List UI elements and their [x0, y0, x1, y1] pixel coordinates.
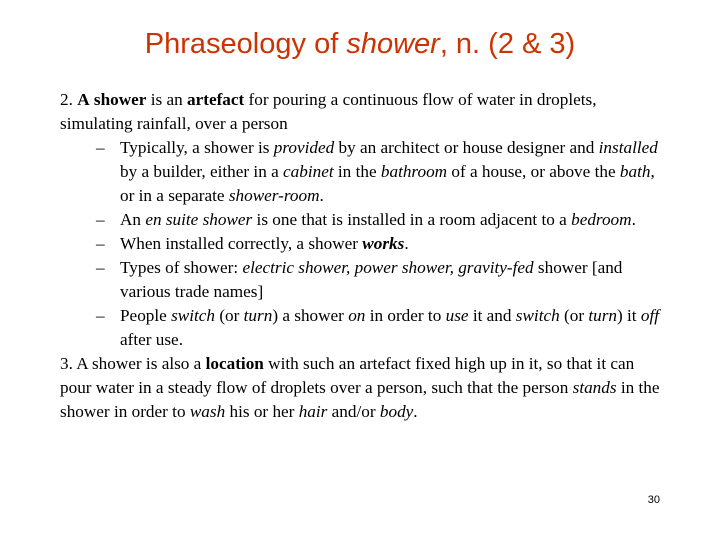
text: People	[120, 306, 172, 325]
slide-title	[0, 28, 720, 61]
article: A	[77, 90, 90, 109]
keyword: location	[205, 354, 264, 373]
text: .	[404, 234, 409, 253]
text: 3. A shower is also a	[60, 354, 206, 373]
emph: electric shower, power shower, gravity-fed	[242, 258, 534, 277]
sense-3	[60, 352, 670, 424]
text: his or her	[225, 402, 299, 421]
slide-body	[60, 88, 670, 424]
title-suffix: , n. (2 & 3)	[439, 28, 576, 60]
bullet-item	[96, 208, 670, 232]
text: ) it	[617, 306, 641, 325]
text: after use.	[120, 330, 183, 349]
text: Types of shower:	[120, 258, 243, 277]
text: .	[631, 210, 636, 229]
text: it and	[468, 306, 516, 325]
bullet-dash: –	[96, 306, 105, 325]
text: is an	[146, 90, 187, 109]
text: shower [and various trade names]	[120, 258, 623, 301]
text: When installed correctly, a shower	[120, 234, 363, 253]
emph: turn	[588, 306, 618, 325]
emph: bathroom	[380, 162, 448, 181]
text: in order to	[365, 306, 446, 325]
text: by an architect or house designer and	[334, 138, 599, 157]
text: Typically, a shower is	[120, 138, 274, 157]
emph: off	[640, 306, 660, 325]
emph: switch	[171, 306, 216, 325]
emph: switch	[515, 306, 560, 325]
title-headword: shower	[346, 28, 440, 60]
text: by a builder, either in a	[120, 162, 284, 181]
text: .	[413, 402, 418, 421]
sense-number: 2.	[60, 90, 78, 109]
emph: works	[362, 234, 405, 253]
emph: provided	[273, 138, 335, 157]
emph: en suite shower	[145, 210, 253, 229]
emph: body	[379, 402, 414, 421]
bullet-item	[96, 136, 670, 208]
headword: shower	[93, 90, 147, 109]
keyword: artefact	[187, 90, 245, 109]
emph: bath	[619, 162, 651, 181]
emph: bedroom	[571, 210, 632, 229]
text: An	[120, 210, 146, 229]
text: .	[319, 186, 324, 205]
bullet-dash: –	[96, 258, 105, 277]
text: and/or	[327, 402, 380, 421]
emph: cabinet	[283, 162, 334, 181]
emph: wash	[189, 402, 226, 421]
emph: turn	[243, 306, 273, 325]
text: with such an artefact fixed high up in it, so that it can pour water in a steady flow of droplets over a person, such that the person	[60, 354, 635, 397]
title-text: Phraseology of	[144, 28, 347, 60]
bullet-item	[96, 256, 670, 304]
sense-2	[60, 88, 670, 136]
page-number: 30	[647, 494, 660, 506]
bullet-dash: –	[96, 210, 105, 229]
emph: shower-room	[228, 186, 320, 205]
text: is one that is installed in a room adjacent to a	[252, 210, 572, 229]
emph: on	[348, 306, 366, 325]
text: (or	[215, 306, 244, 325]
text: , or in a separate	[120, 162, 655, 205]
bullet-item	[96, 304, 670, 352]
emph: use	[445, 306, 469, 325]
bullet-dash: –	[96, 138, 105, 157]
emph: installed	[598, 138, 658, 157]
text: for pouring a continuous flow of water in droplets, simulating rainfall, over a person	[60, 90, 597, 133]
emph: stands	[572, 378, 617, 397]
text: ) a shower	[272, 306, 349, 325]
text: of a house, or above the	[447, 162, 620, 181]
text: in the	[333, 162, 381, 181]
bullet-item	[96, 232, 670, 256]
bullet-dash: –	[96, 234, 105, 253]
emph: hair	[298, 402, 328, 421]
text: in the shower in order to	[60, 378, 660, 421]
text: (or	[559, 306, 589, 325]
